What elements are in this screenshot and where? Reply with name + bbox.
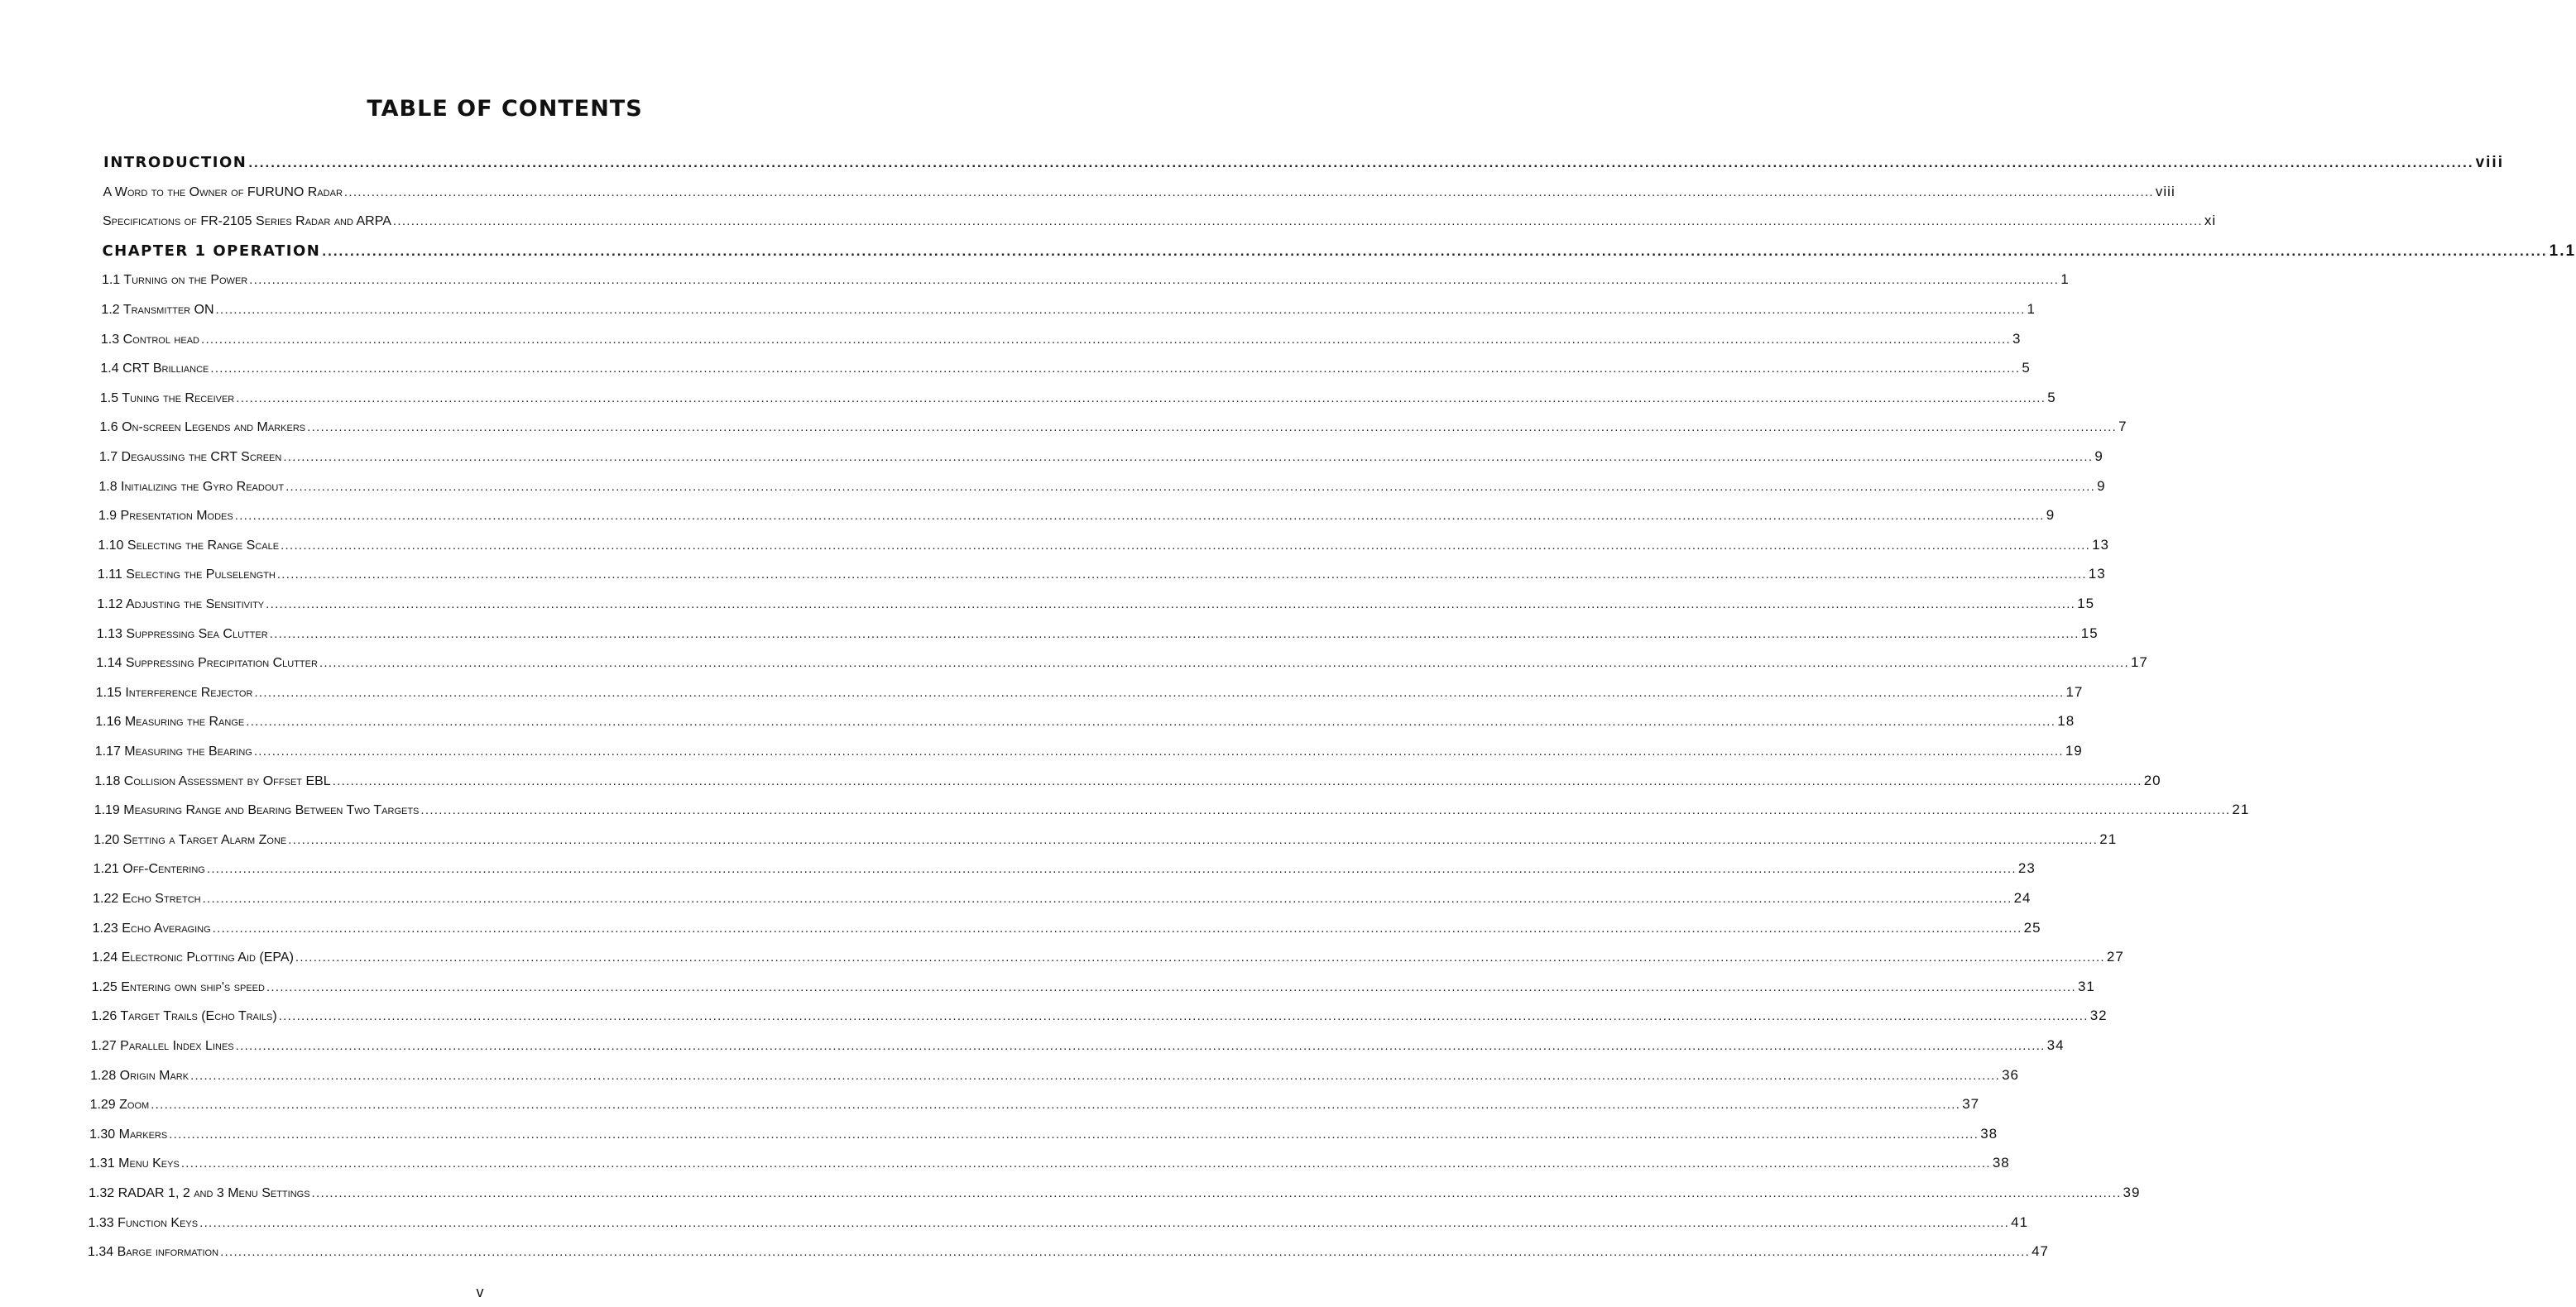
toc-entry <box>100 330 2022 356</box>
toc-entry <box>98 448 2103 473</box>
toc-entry <box>94 743 2083 768</box>
toc-entry-page: 17 <box>2065 683 2084 700</box>
toc-entry <box>98 477 2106 503</box>
toc-entry-page: 36 <box>2002 1066 2019 1083</box>
toc-entry-page: 13 <box>2092 536 2109 553</box>
dot-leader: ................................................................................................................................................................................................................................................................................................................................................................................................................ <box>249 273 2060 288</box>
dot-leader: ................................................................................................................................................................................................................................................................................................................................................................................................................ <box>254 685 2065 700</box>
toc-entry-page: 17 <box>2130 654 2148 671</box>
toc-entry <box>99 419 2127 443</box>
toc-entry-page: 20 <box>2143 772 2161 788</box>
toc-entry-page: 19 <box>2065 743 2083 759</box>
dot-leader: ................................................................................................................................................................................................................................................................................................................................................................................................................ <box>212 921 2022 936</box>
toc-entry-page: 15 <box>2077 596 2095 611</box>
dot-leader: ................................................................................................................................................................................................................................................................................................................................................................................................................ <box>295 950 2105 965</box>
toc-entry-label: 1.18 Collision Assessment by Offset EBL <box>94 773 331 788</box>
toc-entry-label: 1.26 Target Trails (Echo Trails) <box>91 1009 277 1024</box>
toc-entry-page: 38 <box>1980 1125 1998 1142</box>
page-title: TABLE OF CONTENTS <box>367 96 643 122</box>
toc-entry-page: 39 <box>2123 1185 2141 1200</box>
toc-entry <box>100 360 2031 385</box>
toc-entry-page: 18 <box>2057 713 2075 730</box>
toc-entry-page: 23 <box>2017 860 2036 877</box>
toc-entry-page: viii <box>2475 154 2504 171</box>
toc-entry-label: 1.22 Echo Stretch <box>93 892 201 906</box>
dot-leader: ................................................................................................................................................................................................................................................................................................................................................................................................................ <box>199 1215 2010 1230</box>
toc-entry-page: 21 <box>2099 831 2118 847</box>
dot-leader: ................................................................................................................................................................................................................................................................................................................................................................................................................ <box>201 332 2011 347</box>
toc-entry <box>89 1155 2010 1180</box>
dot-leader: ................................................................................................................................................................................................................................................................................................................................................................................................................ <box>343 184 2154 199</box>
toc-entry-label: INTRODUCTION <box>103 154 247 171</box>
toc-entry-label: 1.11 Selecting the Pulselength <box>97 567 276 582</box>
toc-entry-page: 34 <box>2046 1037 2065 1053</box>
dot-leader: ................................................................................................................................................................................................................................................................................................................................................................................................................ <box>278 1009 2089 1024</box>
toc-entry-label: 1.25 Entering own ship's speed <box>91 979 265 994</box>
toc-entry <box>97 596 2095 620</box>
toc-entry-label: 1.24 Electronic Plotting Aid (EPA) <box>92 950 294 965</box>
toc-entry-page: 5 <box>2022 360 2031 376</box>
toc-entry-page: 41 <box>2011 1214 2029 1230</box>
toc-entry-label: Specifications of FR-2105 Series Radar and ARPA <box>102 214 391 229</box>
toc-entry <box>98 507 2056 532</box>
dot-leader: ................................................................................................................................................................................................................................................................................................................................................................................................................ <box>215 303 2026 317</box>
toc-entry <box>93 860 2036 885</box>
toc-entry-label: 1.21 Off-Centering <box>93 862 205 877</box>
toc-entry-label: 1.19 Measuring Range and Bearing Between Two Targets <box>94 803 420 818</box>
toc-entry <box>89 1125 1998 1151</box>
toc-entry-page: 9 <box>2094 448 2103 464</box>
dot-leader: ................................................................................................................................................................................................................................................................................................................................................................................................................ <box>392 214 2203 229</box>
toc-entry-label: 1.27 Parallel Index Lines <box>90 1039 234 1053</box>
dot-leader: ................................................................................................................................................................................................................................................................................................................................................................................................................ <box>276 567 2087 582</box>
toc-entry-page: 31 <box>2077 978 2095 994</box>
toc-entry <box>97 566 2106 591</box>
toc-entry-page: 9 <box>2097 477 2106 494</box>
toc-entry-page: viii <box>2155 183 2175 199</box>
dot-leader: ................................................................................................................................................................................................................................................................................................................................................................................................................ <box>234 509 2045 524</box>
dot-leader: ................................................................................................................................................................................................................................................................................................................................................................................................................ <box>210 361 2021 376</box>
dot-leader: ................................................................................................................................................................................................................................................................................................................................................................................................................ <box>266 979 2076 994</box>
toc-entry <box>94 802 2250 826</box>
toc-entry-label: 1.3 Control head <box>100 332 199 347</box>
toc-entry-label: 1.20 Setting a Target Alarm Zone <box>94 832 287 847</box>
toc-entry <box>94 772 2161 797</box>
toc-entry <box>89 1096 1980 1121</box>
toc-entry-label: 1.23 Echo Averaging <box>92 921 211 936</box>
toc-entry-page: 27 <box>2106 949 2124 965</box>
toc-entry <box>94 831 2118 856</box>
toc-entry-page: 24 <box>2013 890 2032 906</box>
toc-entry-label: 1.8 Initializing the Gyro Readout <box>98 479 285 494</box>
toc-entry-label: 1.14 Suppressing Precipitation Clutter <box>96 656 318 671</box>
toc-entry-label: 1.1 Turning on the Power <box>101 273 248 288</box>
toc-entry-label: 1.4 CRT Brilliance <box>100 361 209 376</box>
toc-entry-label: 1.15 Interference Rejector <box>95 685 253 700</box>
toc-entry-page: 37 <box>1962 1096 1980 1113</box>
toc-entry-label: 1.17 Measuring the Bearing <box>94 744 252 759</box>
toc-entry <box>91 978 2095 1003</box>
dot-leader: ................................................................................................................................................................................................................................................................................................................................................................................................................ <box>236 390 2046 405</box>
dot-leader: ................................................................................................................................................................................................................................................................................................................................................................................................................ <box>151 1098 1961 1113</box>
toc-entry-label: 1.33 Function Keys <box>88 1215 199 1230</box>
toc-entry <box>102 213 2217 237</box>
toc-entry <box>88 1243 2049 1268</box>
toc-entry-page: 32 <box>2089 1008 2108 1024</box>
dot-leader: ................................................................................................................................................................................................................................................................................................................................................................................................................ <box>266 597 2076 611</box>
toc-entry-label: 1.28 Origin Mark <box>90 1068 189 1083</box>
toc-entry-label: 1.13 Suppressing Sea Clutter <box>96 626 268 641</box>
dot-leader: ................................................................................................................................................................................................................................................................................................................................................................................................................ <box>319 656 2129 671</box>
toc-entry-page: 15 <box>2080 625 2099 641</box>
dot-leader: ................................................................................................................................................................................................................................................................................................................................................................................................................ <box>235 1039 2046 1053</box>
toc-entry-label: 1.2 Transmitter ON <box>101 303 214 317</box>
dot-leader: ................................................................................................................................................................................................................................................................................................................................................................................................................ <box>311 1186 2122 1200</box>
toc-entry-page: 3 <box>2012 330 2022 347</box>
dot-leader: ................................................................................................................................................................................................................................................................................................................................................................................................................ <box>206 862 2017 877</box>
dot-leader: ................................................................................................................................................................................................................................................................................................................................................................................................................ <box>288 832 2099 847</box>
dot-leader: ................................................................................................................................................................................................................................................................................................................................................................................................................ <box>248 155 2474 170</box>
toc-entry-page: 47 <box>2032 1243 2049 1260</box>
toc-entry <box>88 1214 2029 1239</box>
toc-entry-label: CHAPTER 1 OPERATION <box>102 242 321 260</box>
toc-entry <box>90 1066 2019 1092</box>
toc-entry-label: 1.29 Zoom <box>89 1098 150 1113</box>
toc-entry-label: 1.10 Selecting the Range Scale <box>98 538 280 553</box>
dot-leader: ................................................................................................................................................................................................................................................................................................................................................................................................................ <box>190 1068 2001 1083</box>
dot-leader: ................................................................................................................................................................................................................................................................................................................................................................................................................ <box>283 450 2094 464</box>
page-number: v <box>476 1284 484 1300</box>
toc-entry-label: 1.12 Adjusting the Sensitivity <box>97 597 265 611</box>
toc-entry <box>91 1008 2108 1032</box>
toc-entry <box>101 301 2036 326</box>
dot-leader: ................................................................................................................................................................................................................................................................................................................................................................................................................ <box>285 479 2096 494</box>
dot-leader: ................................................................................................................................................................................................................................................................................................................................................................................................................ <box>307 420 2118 435</box>
toc-entry <box>95 683 2084 709</box>
table-of-contents <box>0 151 2576 1276</box>
dot-leader: ................................................................................................................................................................................................................................................................................................................................................................................................................ <box>420 803 2231 818</box>
dot-leader: ................................................................................................................................................................................................................................................................................................................................................................................................................ <box>246 715 2056 730</box>
dot-leader: ................................................................................................................................................................................................................................................................................................................................................................................................................ <box>269 626 2080 641</box>
toc-entry <box>92 919 2041 945</box>
toc-entry-page: 5 <box>2047 389 2056 405</box>
toc-entry <box>103 183 2175 208</box>
toc-entry <box>99 389 2056 414</box>
toc-entry-label: 1.32 RADAR 1, 2 and 3 Menu Settings <box>89 1186 310 1200</box>
toc-entry-page: 25 <box>2023 919 2041 936</box>
dot-leader: ................................................................................................................................................................................................................................................................................................................................................................................................................ <box>180 1156 1991 1171</box>
toc-entry <box>96 654 2148 679</box>
toc-entry <box>93 890 2032 915</box>
dot-leader: ................................................................................................................................................................................................................................................................................................................................................................................................................ <box>322 242 2548 259</box>
toc-entry-page: 9 <box>2046 507 2056 524</box>
toc-entry-page: 13 <box>2088 566 2106 582</box>
toc-entry <box>101 271 2070 296</box>
dot-leader: ................................................................................................................................................................................................................................................................................................................................................................................................................ <box>281 538 2091 553</box>
toc-entry-label: 1.6 On-screen Legends and Markers <box>99 420 306 435</box>
toc-section-heading <box>102 242 2576 267</box>
dot-leader: ................................................................................................................................................................................................................................................................................................................................................................................................................ <box>253 744 2064 759</box>
toc-section-heading <box>103 154 2504 179</box>
toc-entry-label: 1.34 Barge information <box>88 1245 219 1260</box>
toc-entry-page: 21 <box>2232 802 2250 818</box>
dot-leader: ................................................................................................................................................................................................................................................................................................................................................................................................................ <box>202 892 2012 906</box>
toc-entry-page: 1 <box>2060 271 2070 288</box>
toc-entry-page: 1.1 <box>2549 242 2576 260</box>
dot-leader: ................................................................................................................................................................................................................................................................................................................................................................................................................ <box>332 773 2142 788</box>
toc-entry <box>96 625 2099 650</box>
toc-entry-page: xi <box>2204 213 2217 229</box>
toc-entry-label: 1.30 Markers <box>89 1127 168 1142</box>
toc-entry-label: 1.9 Presentation Modes <box>98 509 233 524</box>
toc-entry <box>90 1037 2065 1062</box>
toc-entry-page: 7 <box>2118 419 2127 435</box>
dot-leader: ................................................................................................................................................................................................................................................................................................................................................................................................................ <box>220 1245 2031 1260</box>
toc-entry-label: 1.5 Tuning the Receiver <box>99 390 235 405</box>
toc-entry-label: 1.7 Degaussing the CRT Screen <box>98 450 282 464</box>
toc-entry <box>92 949 2124 974</box>
toc-entry-label: 1.16 Measuring the Range <box>95 715 245 730</box>
toc-entry <box>89 1185 2141 1209</box>
toc-entry-page: 1 <box>2027 301 2036 317</box>
toc-entry <box>95 713 2075 738</box>
toc-entry-label: 1.31 Menu Keys <box>89 1156 180 1171</box>
toc-entry <box>98 536 2109 562</box>
toc-entry-label: A Word to the Owner of FURUNO Radar <box>103 184 343 199</box>
toc-entry-page: 38 <box>1992 1155 2010 1171</box>
dot-leader: ................................................................................................................................................................................................................................................................................................................................................................................................................ <box>169 1127 1979 1142</box>
